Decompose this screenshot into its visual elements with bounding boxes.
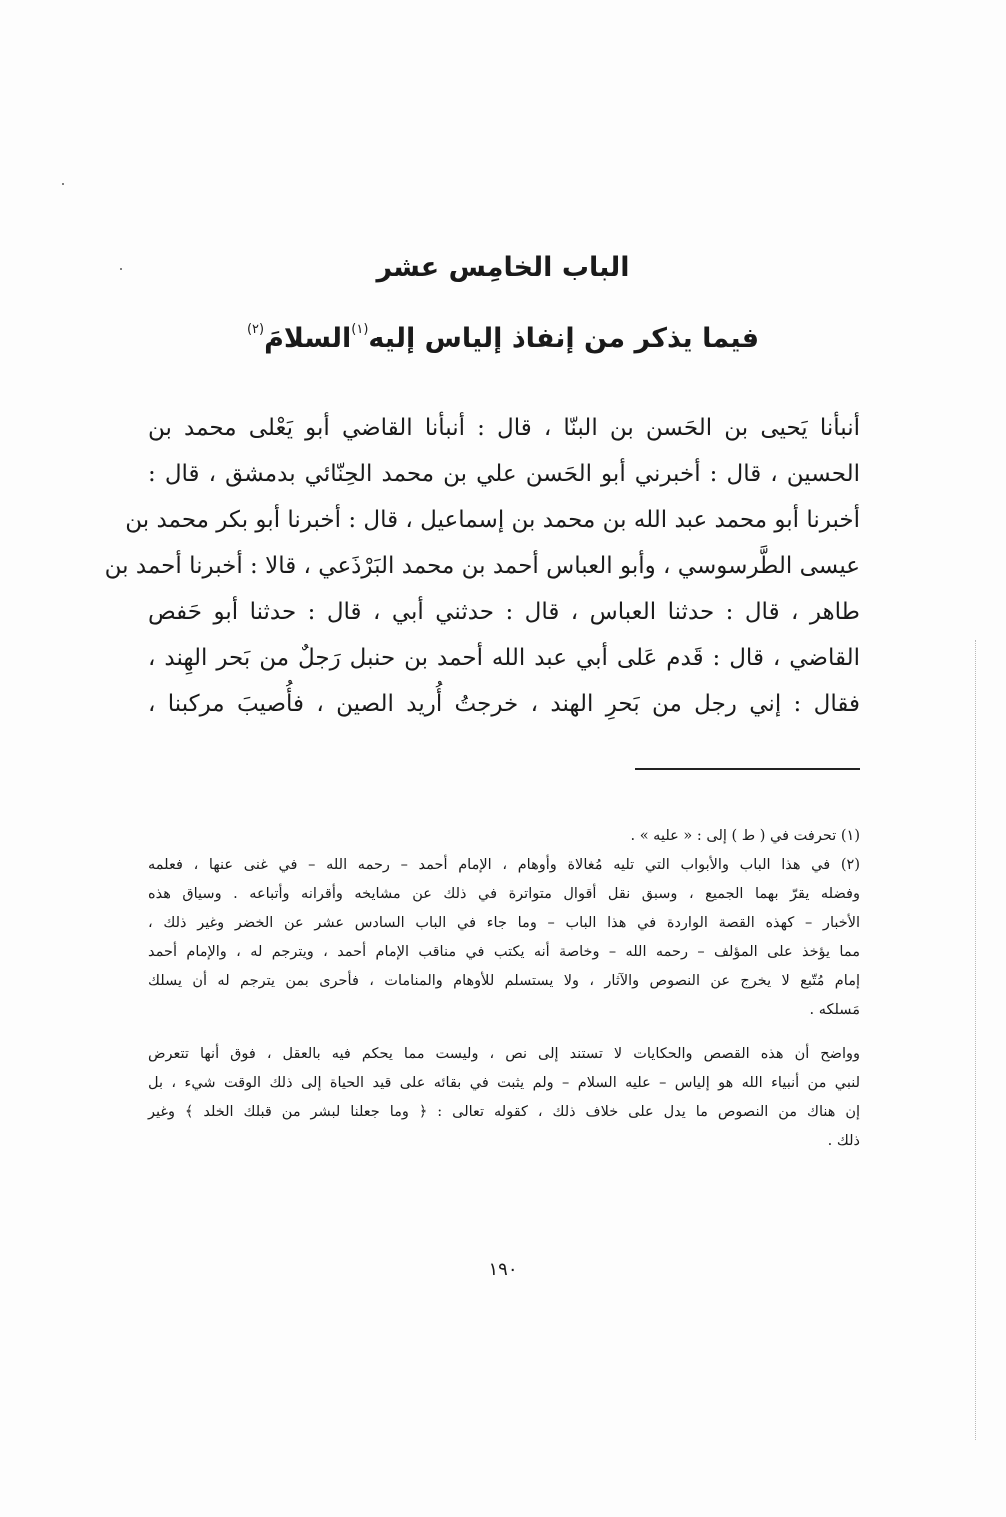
footnote-ref-2: (٢)	[246, 322, 265, 337]
body-line: أنبأنا يَحيى بن الحَسن بن البنّا ، قال : أنبأنا القاضي أبو يَعْلى محمد بن	[148, 415, 860, 441]
page-number: ١٩٠	[488, 1259, 518, 1280]
body-line: فقال : إني رجل من بَحرِ الهند ، خرجتُ أُريد الصين ، فأُصيبَ مركبنا ،	[148, 691, 860, 717]
footnote-2-line: مَسلكه .	[809, 1002, 860, 1018]
footnote-2-cont-line: ذلك .	[827, 1133, 860, 1149]
footnote-separator	[635, 768, 860, 770]
footnote-2-line: مما يؤخذ على المؤلف – رحمه الله – وخاصة أنه يكتب في مناقب الإمام أحمد ، ويترجم له ، والإمام أحمد	[148, 944, 860, 960]
footnote-2-line: (٢) في هذا الباب والأبواب التي تليه مُغالاة وأوهام ، الإمام أحمد – رحمه الله – في غنى عنها ، فعلمه	[148, 857, 860, 873]
scan-edge-artifact	[974, 640, 976, 1440]
footnote-2-line: الأخبار – كهذه القصة الواردة في هذا الباب – وما جاء في الباب السادس عشر عن الخضر وغير ذلك ،	[148, 915, 860, 931]
footnote-2-line: إمام مُتّبع لا يخرج عن النصوص والآثار ، ولا يستسلم للأوهام والمنامات ، فأحرى بمن يترجم له أن يسلك	[148, 973, 860, 989]
subtitle-end: السلامَ	[264, 323, 352, 354]
scan-speck	[62, 183, 64, 185]
subtitle-main: فيما يذكر من إنفاذ إلياس إليه	[368, 323, 760, 354]
body-text	[104, 405, 860, 727]
body-line: القاضي ، قال : قَدم عَلى أبي عبد الله أحمد بن حنبل رَجلٌ من بَحر الهِند ،	[148, 645, 860, 671]
footnote-2-cont-line: وواضح أن هذه القصص والحكايات لا تستند إلى نص ، وليست مما يحكم فيه بالعقل ، فوق أنها تتعرض	[148, 1046, 860, 1062]
footnote-2-cont-line: لنبي من أنبياء الله هو إلياس – عليه السلام – ولم يثبت في بقائه على قيد الحياة إلى ذلك الوقت شيء ، بل	[148, 1075, 860, 1091]
chapter-title: الباب الخامِس عشر	[376, 252, 630, 283]
body-line: طاهر ، قال : حدثنا العباس ، قال : حدثني أبي ، قال : حدثنا أبو حَفص	[148, 599, 860, 625]
chapter-subtitle	[0, 310, 1006, 359]
footnote-2-cont-line: إن هناك من النصوص ما يدل على خلاف ذلك ، كقوله تعالى : ﴿ وما جعلنا لبشر من قبلك الخلد ﴾ وغير	[148, 1104, 860, 1120]
footnotes	[148, 822, 860, 1156]
body-line: أخبرنا أبو محمد عبد الله بن محمد بن إسماعيل ، قال : أخبرنا أبو بكر محمد بن	[125, 507, 860, 533]
footnote-ref-1: (١)	[351, 322, 369, 337]
body-line: الحسين ، قال : أخبرني أبو الحَسن علي بن محمد الحِنّائي بدمشق ، قال :	[148, 461, 860, 487]
footnote-gap	[148, 1025, 860, 1040]
body-line: عيسى الطَّرسوسي ، وأبو العباس أحمد بن محمد البَرْذَعي ، قالا : أخبرنا أحمد بن	[104, 553, 860, 579]
footnote-2-line: وفضله يقرّ بهما الجميع ، وسبق نقل أقوال متواترة في ذلك عن مشايخه وأقرانه وأتباعه . وسياق هذه	[148, 886, 860, 902]
footnote-1: (١) تحرفت في ( ط ) إلى : « عليه » .	[630, 828, 860, 844]
